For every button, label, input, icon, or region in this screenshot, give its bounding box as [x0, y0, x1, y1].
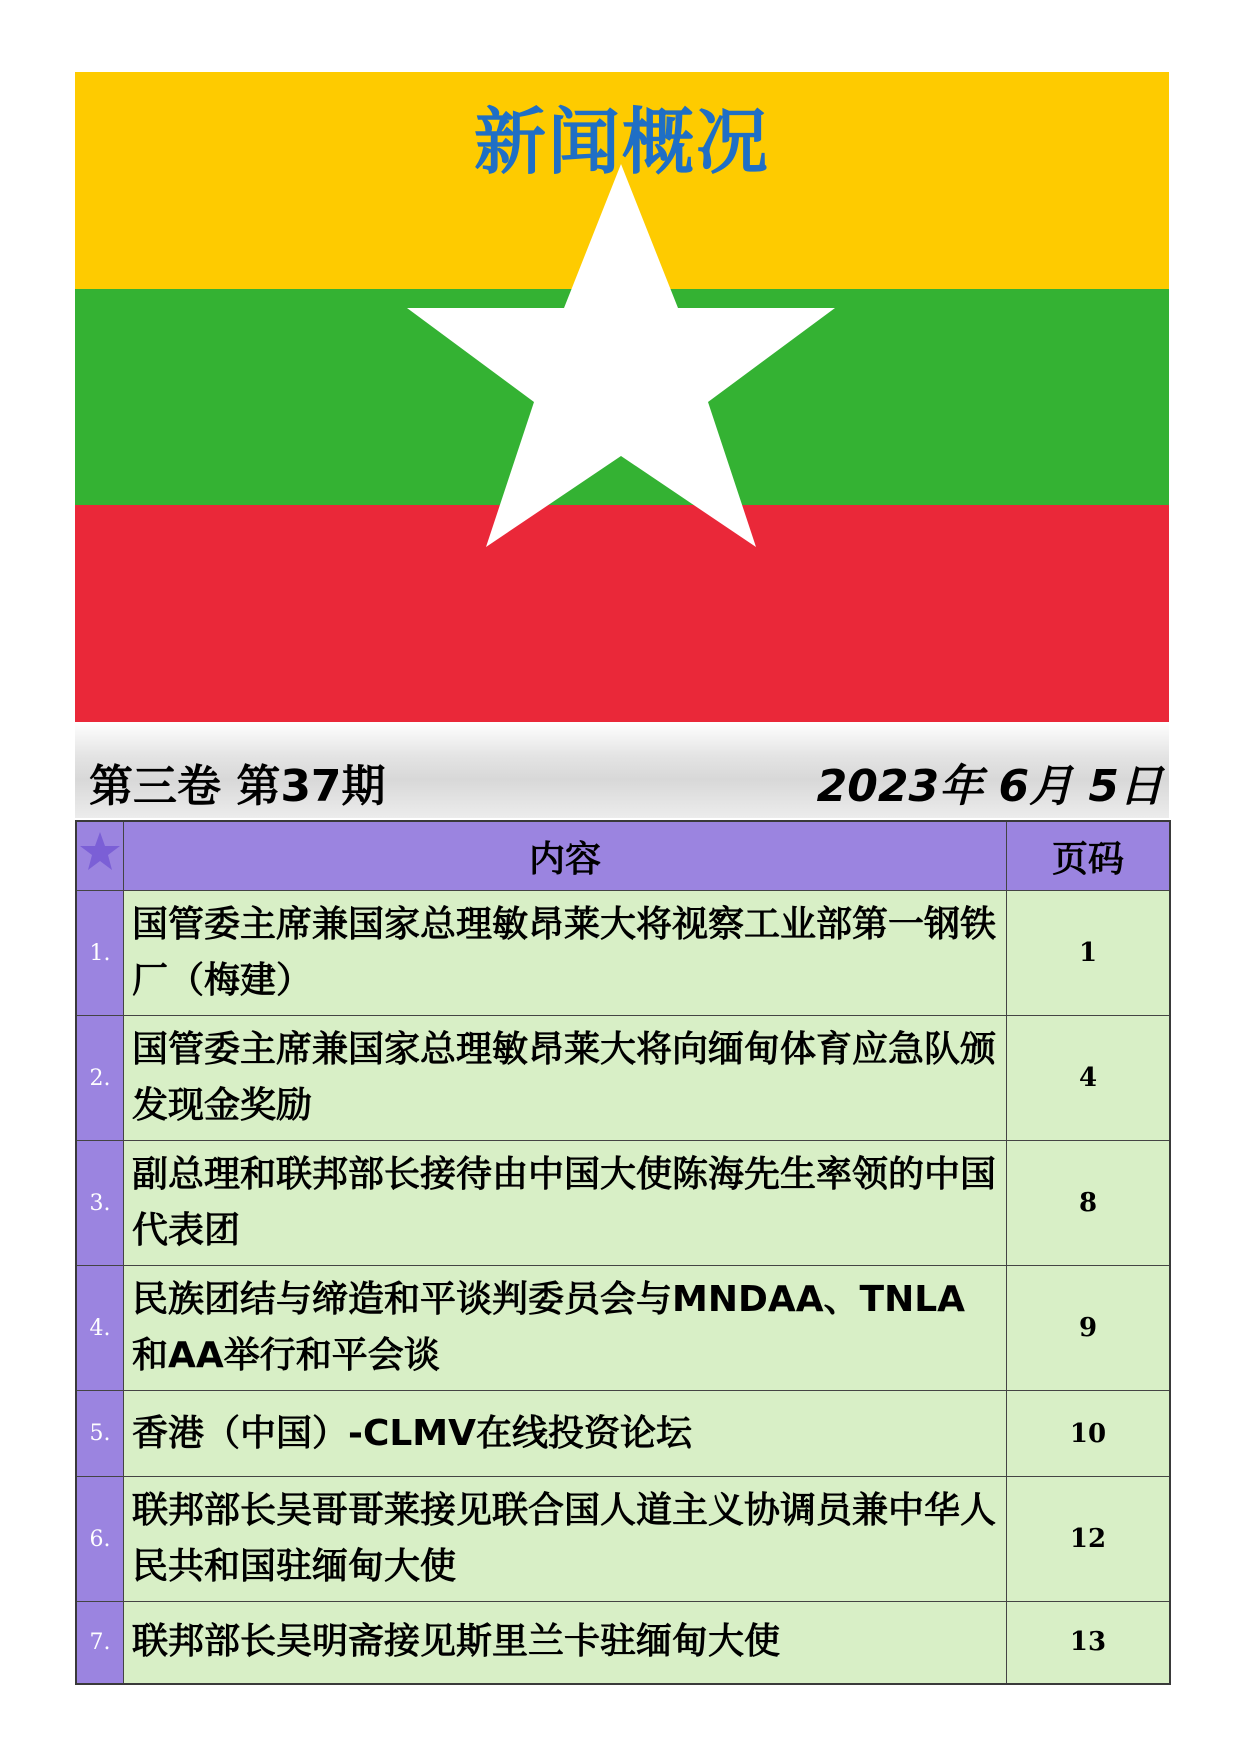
- toc-header-star: [76, 821, 124, 891]
- row-page: 12: [1007, 1477, 1171, 1602]
- row-page: 1: [1007, 891, 1171, 1016]
- star-icon: [78, 830, 122, 874]
- table-row[interactable]: [76, 1141, 1170, 1266]
- row-page: 10: [1007, 1391, 1171, 1477]
- row-number: 3.: [76, 1141, 124, 1266]
- row-title[interactable]: 民族团结与缔造和平谈判委员会与MNDAA、TNLA和AA举行和平会谈: [124, 1266, 1007, 1391]
- row-title[interactable]: 副总理和联邦部长接待由中国大使陈海先生率领的中国代表团: [124, 1141, 1007, 1266]
- row-title[interactable]: 联邦部长吴哥哥莱接见联合国人道主义协调员兼中华人民共和国驻缅甸大使: [124, 1477, 1007, 1602]
- table-of-contents: [75, 820, 1171, 1685]
- row-number: 5.: [76, 1391, 124, 1477]
- table-row[interactable]: [76, 1016, 1170, 1141]
- volume-issue: 第三卷 第37期: [89, 761, 386, 812]
- issue-date: 2023年 6月 5日: [816, 761, 1163, 812]
- issue-bar: [75, 722, 1169, 818]
- row-page: 9: [1007, 1266, 1171, 1391]
- row-number: 7.: [76, 1602, 124, 1684]
- row-number: 2.: [76, 1016, 124, 1141]
- row-number: 4.: [76, 1266, 124, 1391]
- row-page: 13: [1007, 1602, 1171, 1684]
- toc-header-content: 内容: [124, 821, 1007, 891]
- toc-header-page: 页码: [1007, 821, 1171, 891]
- row-number: 1.: [76, 891, 124, 1016]
- row-title[interactable]: 国管委主席兼国家总理敏昂莱大将视察工业部第一钢铁厂（梅建）: [124, 891, 1007, 1016]
- row-number: 6.: [76, 1477, 124, 1602]
- table-row[interactable]: [76, 1266, 1170, 1391]
- myanmar-flag: [75, 72, 1169, 722]
- table-row[interactable]: [76, 1477, 1170, 1602]
- table-row[interactable]: [76, 891, 1170, 1016]
- row-title[interactable]: 国管委主席兼国家总理敏昂莱大将向缅甸体育应急队颁发现金奖励: [124, 1016, 1007, 1141]
- row-page: 4: [1007, 1016, 1171, 1141]
- page-title: 新闻概况: [473, 100, 770, 184]
- table-row[interactable]: [76, 1602, 1170, 1684]
- table-row[interactable]: [76, 1391, 1170, 1477]
- toc-header-row: [76, 821, 1170, 891]
- row-title[interactable]: 联邦部长吴明斋接见斯里兰卡驻缅甸大使: [124, 1602, 1007, 1684]
- row-page: 8: [1007, 1141, 1171, 1266]
- row-title[interactable]: 香港（中国）-CLMV在线投资论坛: [124, 1391, 1007, 1477]
